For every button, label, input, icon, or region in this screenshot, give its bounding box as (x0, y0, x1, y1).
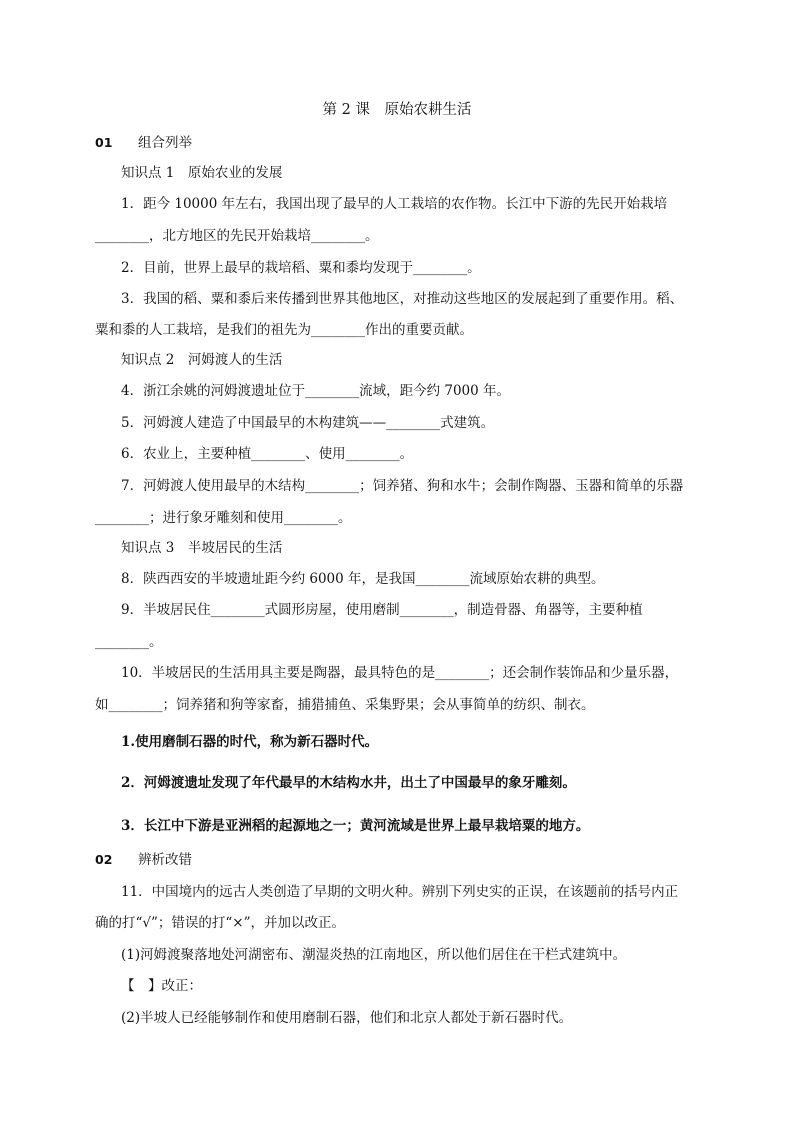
question-1-line-1: 1．距今 10000 年左右，我国出现了最早的人工栽培的农作物。长江中下游的先民开始栽培 (121, 196, 668, 212)
question-11-item-2: (2)半坡人已经能够制作和使用磨制石器，他们和北京人都处于新石器时代。 (121, 1010, 573, 1026)
statement-3: 3．长江中下游是亚洲稻的起源地之一；黄河流域是世界上最早栽培粟的地方。 (121, 818, 590, 834)
question-3-line-2: 粟和黍的人工栽培，是我们的祖先为________作出的重要贡献。 (95, 322, 473, 338)
section-label: 辨析改错 (138, 852, 192, 868)
question-11-item-1: (1)河姆渡聚落地处河湖密布、潮湿炎热的江南地区，所以他们居住在干栏式建筑中。 (121, 947, 627, 963)
knowledge-point-2: 知识点 2 河姆渡人的生活 (121, 352, 283, 368)
knowledge-point-3: 知识点 3 半坡居民的生活 (121, 540, 283, 556)
statement-1: 1.使用磨制石器的时代，称为新石器时代。 (121, 734, 379, 750)
question-7-line-1: 7．河姆渡人使用最早的木结构________；饲养猪、狗和水牛；会制作陶器、玉器和简单的乐器 (121, 478, 684, 494)
answer-bracket: 【 】改正： (121, 978, 202, 994)
knowledge-point-1: 知识点 1 原始农业的发展 (121, 165, 283, 181)
question-8: 8．陕西西安的半坡遗址距今约 6000 年，是我国________流域原始农耕的典型。 (121, 571, 605, 587)
question-11-line-2: 确的打“√”；错误的打“×”，并加以改正。 (95, 915, 346, 931)
question-1-line-2: ________，北方地区的先民开始栽培________。 (95, 228, 379, 244)
page-title: 第 2 课 原始农耕生活 (322, 102, 472, 118)
question-11-line-1: 11．中国境内的远古人类创造了早期的文明火种。辨别下列史实的正误，在该题前的括号内正 (121, 884, 679, 900)
question-9-line-2: ________。 (95, 634, 163, 650)
question-4: 4．浙江余姚的河姆渡遗址位于________流域，距今约 7000 年。 (121, 383, 511, 399)
section-number: 01 (95, 135, 113, 150)
section-number: 02 (95, 852, 113, 867)
statement-2: 2．河姆渡遗址发现了年代最早的木结构水井，出土了中国最早的象牙雕刻。 (121, 775, 576, 791)
section-label: 组合列举 (138, 135, 192, 151)
question-6: 6．农业上，主要种植________、使用________。 (121, 446, 414, 462)
question-2: 2．目前，世界上最早的栽培稻、粟和黍均发现于________。 (121, 260, 481, 276)
question-9-line-1: 9．半坡居民住________式圆形房屋，使用磨制________，制造骨器、角器等，主要种植 (121, 602, 643, 618)
question-10-line-2: 如________；饲养猪和狗等家畜，捕猎捕鱼、采集野果；会从事简单的纺织、制衣。 (95, 697, 595, 713)
question-5: 5．河姆渡人建造了中国最早的木构建筑——________式建筑。 (121, 415, 495, 431)
question-3-line-1: 3．我国的稻、粟和黍后来传播到世界其他地区，对推动这些地区的发展起到了重要作用。稻、 (121, 291, 684, 307)
question-10-line-1: 10．半坡居民的生活用具主要是陶器，最具特色的是________；还会制作装饰品和少量乐器， (121, 665, 679, 681)
question-7-line-2: ________；进行象牙雕刻和使用________。 (95, 510, 352, 526)
